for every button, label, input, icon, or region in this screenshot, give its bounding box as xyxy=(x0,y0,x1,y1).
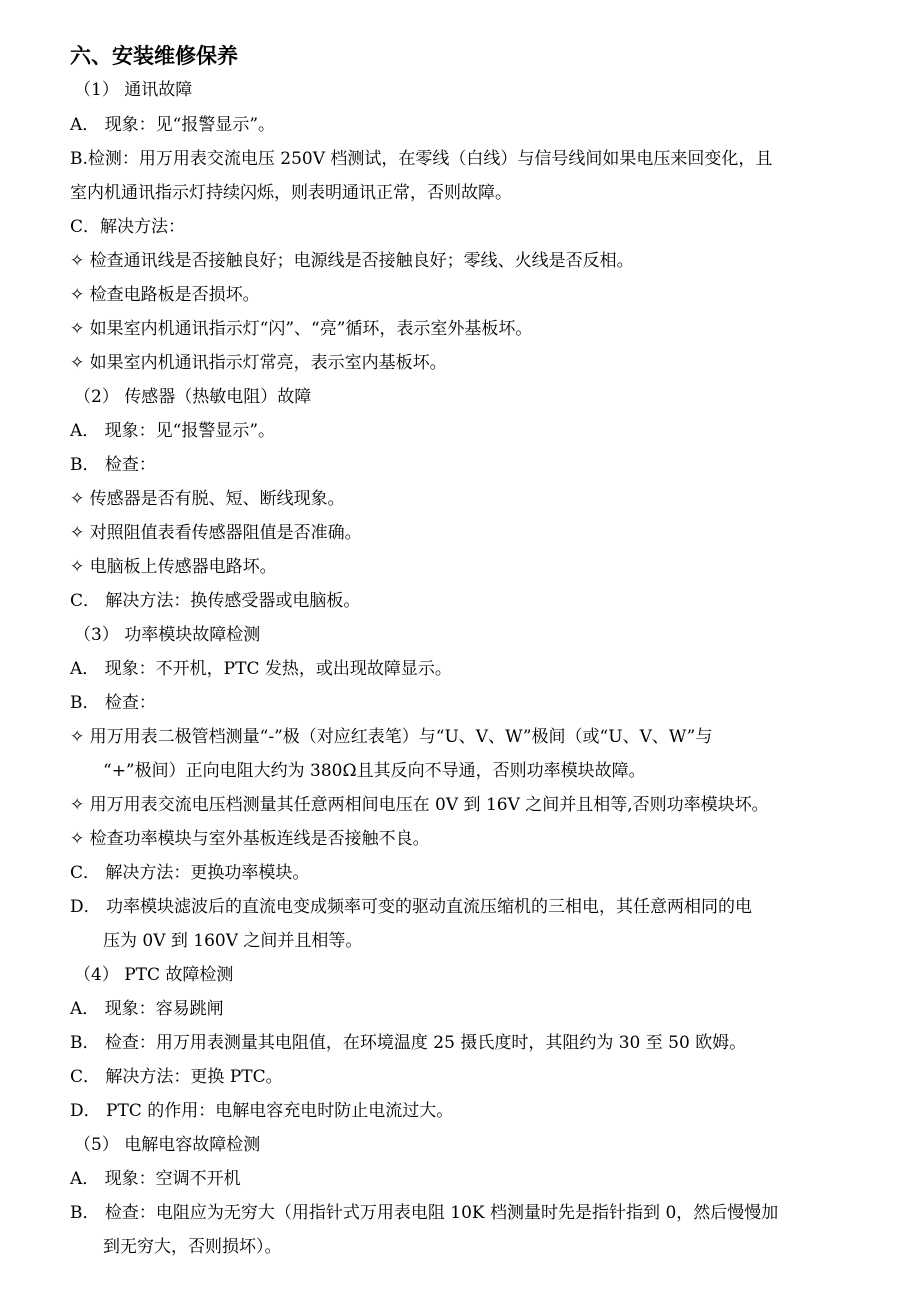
bullet-line: ✧ 如果室内机通讯指示灯常亮，表示室内基板坏。 xyxy=(70,353,447,373)
bullet-line: ✧ 传感器是否有脱、短、断线现象。 xyxy=(70,489,345,509)
text-line: C．解决方法： xyxy=(70,217,186,237)
text-line: A． 现象：容易跳闸 xyxy=(70,999,224,1019)
subsection-heading: （1） 通讯故障 xyxy=(74,80,193,100)
subsection-heading: （3） 功率模块故障检测 xyxy=(74,625,261,645)
bullet-line: ✧ 检查电路板是否损坏。 xyxy=(70,285,260,305)
text-line: C． 解决方法：换传感受器或电脑板。 xyxy=(70,591,361,611)
text-line: D． PTC 的作用：电解电容充电时防止电流过大。 xyxy=(70,1101,454,1121)
text-line: A． 现象：见“报警显示”。 xyxy=(70,115,276,135)
text-line: B． 检查：用万用表测量其电阻值，在环境温度 25 摄氏度时，其阻约为 30 至 50 欧姆。 xyxy=(70,1033,747,1053)
bullet-line: ✧ 如果室内机通讯指示灯“闪”、“亮”循环，表示室外基板坏。 xyxy=(70,319,533,339)
text-line: 到无穷大，否则损坏）。 xyxy=(103,1237,282,1257)
text-line: A． 现象：不开机，PTC 发热，或出现故障显示。 xyxy=(70,659,452,679)
text-line: B． 检查：电阻应为无穷大（用指针式万用表电阻 10K 档测量时先是指针指到 0，然后慢慢加 xyxy=(70,1203,779,1223)
subsection-heading: （2） 传感器（热敏电阻）故障 xyxy=(74,387,312,407)
text-line: D． 功率模块滤波后的直流电变成频率可变的驱动直流压缩机的三相电，其任意两相同的电 xyxy=(70,897,753,917)
text-line: 室内机通讯指示灯持续闪烁，则表明通讯正常，否则故障。 xyxy=(70,183,512,203)
bullet-line: ✧ 检查通讯线是否接触良好；电源线是否接触良好；零线、火线是否反相。 xyxy=(70,251,634,271)
subsection-heading: （5） 电解电容故障检测 xyxy=(74,1135,261,1155)
text-line: C． 解决方法：更换 PTC。 xyxy=(70,1067,283,1087)
text-line: “+”极间）正向电阻大约为 380Ω且其反向不导通，否则功率模块故障。 xyxy=(103,761,646,781)
bullet-line: ✧ 用万用表二极管档测量“-”极（对应红表笔）与“U、V、W”极间（或“U、V、W”与 xyxy=(70,727,713,747)
text-line: B． 检查： xyxy=(70,693,156,713)
text-line: A． 现象：见“报警显示”。 xyxy=(70,421,276,441)
section-title: 六、安装维修保养 xyxy=(70,43,238,68)
bullet-line: ✧ 对照阻值表看传感器阻值是否准确。 xyxy=(70,523,362,543)
text-line: B． 检查： xyxy=(70,455,156,475)
bullet-line: ✧ 电脑板上传感器电路坏。 xyxy=(70,557,277,577)
text-line: 压为 0V 到 160V 之间并且相等。 xyxy=(103,931,363,951)
bullet-line: ✧ 检查功率模块与室外基板连线是否接触不良。 xyxy=(70,829,430,849)
subsection-heading: （4） PTC 故障检测 xyxy=(74,965,234,985)
text-line: C． 解决方法：更换功率模块。 xyxy=(70,863,310,883)
bullet-line: ✧ 用万用表交流电压档测量其任意两相间电压在 0V 到 16V 之间并且相等,否则功率模块坏。 xyxy=(70,795,769,815)
text-line: B.检测：用万用表交流电压 250V 档测试，在零线（白线）与信号线间如果电压来回变化，且 xyxy=(70,149,773,169)
text-line: A． 现象：空调不开机 xyxy=(70,1169,241,1189)
